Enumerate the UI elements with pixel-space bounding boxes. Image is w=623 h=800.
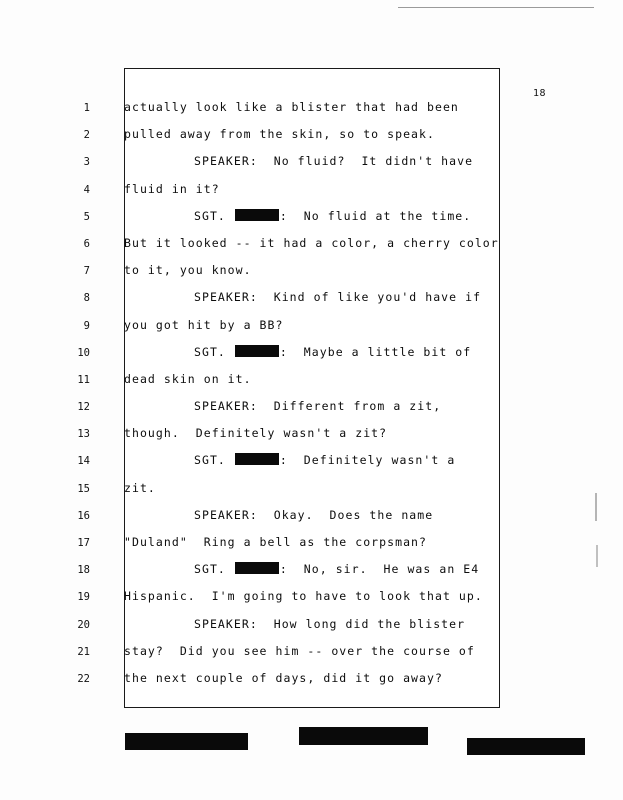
transcript-line (62, 453, 582, 480)
line-text-main: But it looked -- it had a color, a cherry color (124, 235, 499, 250)
redaction-inline (235, 209, 279, 221)
line-number: 1 (83, 102, 90, 114)
redaction-inline (235, 562, 279, 574)
line-text (124, 399, 441, 413)
line-text-main: to it, you know. (124, 263, 252, 278)
line-number: 18 (77, 564, 90, 577)
line-text-main: SPEAKER: No fluid? It didn't have (194, 154, 474, 169)
line-text (124, 508, 433, 522)
transcript-line (62, 236, 582, 263)
line-number: 6 (83, 237, 90, 250)
line-number: 11 (77, 373, 90, 386)
line-text (124, 481, 156, 495)
transcript-line (62, 508, 582, 535)
line-number: 4 (83, 183, 90, 196)
transcript-line (62, 318, 582, 345)
line-text-after: : Definitely wasn't a (279, 453, 456, 468)
line-text (124, 372, 252, 386)
line-text-main: fluid in it? (124, 181, 220, 196)
transcript-body (62, 100, 582, 698)
line-text (124, 617, 465, 631)
line-text-main: dead skin on it. (124, 371, 252, 386)
line-number: 19 (77, 591, 90, 604)
line-number: 2 (83, 129, 90, 142)
transcript-line (62, 426, 582, 453)
line-text (124, 182, 220, 196)
line-number: 8 (83, 292, 90, 305)
line-text-main: you got hit by a BB? (124, 317, 284, 332)
line-text-main: SGT. (194, 453, 234, 468)
line-number: 7 (83, 265, 90, 278)
line-text-main: SGT. (194, 344, 234, 359)
line-text-after: : Maybe a little bit of (279, 344, 472, 359)
transcript-line (62, 671, 582, 698)
line-text-main: stay? Did you see him -- over the course of (124, 643, 475, 658)
line-number: 9 (83, 319, 90, 332)
transcript-line (62, 209, 582, 236)
line-text (124, 589, 483, 603)
line-text-main: Hispanic. I'm going to have to look that up. (124, 589, 483, 604)
transcript-line (62, 589, 582, 616)
line-text (124, 345, 471, 359)
line-text-after: : No, sir. He was an E4 (279, 562, 480, 577)
line-text-main: SPEAKER: Okay. Does the name (194, 507, 434, 522)
redaction-bar-right (467, 738, 585, 755)
transcript-line (62, 100, 582, 127)
line-text (124, 154, 473, 168)
line-number: 15 (77, 482, 90, 495)
line-text-main: SPEAKER: Kind of like you'd have if (194, 290, 482, 305)
line-text (124, 100, 459, 114)
transcript-line (62, 644, 582, 671)
line-number: 14 (77, 455, 90, 468)
transcript-line (62, 263, 582, 290)
line-text (124, 644, 475, 658)
transcript-line (62, 345, 582, 372)
redaction-inline (235, 453, 279, 465)
scan-artifact-mark (595, 493, 597, 521)
scan-artifact-line (398, 7, 594, 8)
line-text-main: "Duland" Ring a bell as the corpsman? (124, 535, 427, 549)
line-number: 10 (77, 346, 90, 359)
line-text-main: pulled away from the skin, so to speak. (124, 127, 435, 142)
transcript-line (62, 562, 582, 589)
redaction-bar-left (125, 733, 248, 750)
line-number: 21 (77, 645, 90, 658)
scan-artifact-mark (596, 545, 598, 567)
line-number: 5 (83, 210, 90, 223)
line-text-main: the next couple of days, did it go away? (124, 670, 443, 685)
line-text-after: : No fluid at the time. (279, 208, 472, 223)
line-number: 3 (83, 156, 90, 169)
transcript-line (62, 182, 582, 209)
line-number: 17 (77, 537, 90, 549)
line-text (124, 209, 471, 223)
redaction-inline (235, 345, 279, 357)
line-text (124, 453, 455, 467)
transcript-line (62, 617, 582, 644)
line-number: 20 (77, 618, 90, 631)
line-text (124, 671, 443, 685)
line-text (124, 236, 499, 250)
line-text-main: SGT. (194, 562, 234, 577)
line-text-main: though. Definitely wasn't a zit? (124, 426, 388, 441)
line-text (124, 318, 283, 332)
line-text-main: SGT. (194, 208, 234, 223)
transcript-line (62, 535, 582, 562)
line-text-main: zit. (124, 480, 156, 495)
transcript-line (62, 290, 582, 317)
line-number: 13 (77, 428, 90, 441)
line-text (124, 562, 479, 576)
transcript-line (62, 399, 582, 426)
transcript-line (62, 481, 582, 508)
line-text (124, 263, 252, 277)
line-text-main: SPEAKER: Different from a zit, (194, 399, 442, 414)
line-number: 16 (77, 509, 90, 522)
line-text (124, 127, 435, 141)
line-text-main: actually look like a blister that had been (124, 100, 459, 114)
page-number: 18 (533, 88, 547, 99)
line-number: 12 (77, 401, 90, 414)
line-text (124, 535, 427, 549)
line-text (124, 426, 387, 440)
redaction-bar-center (299, 727, 428, 745)
transcript-line (62, 154, 582, 181)
line-text (124, 290, 481, 304)
line-text-main: SPEAKER: How long did the blister (194, 616, 466, 631)
transcript-line (62, 127, 582, 154)
line-number: 22 (77, 672, 90, 685)
transcript-line (62, 372, 582, 399)
